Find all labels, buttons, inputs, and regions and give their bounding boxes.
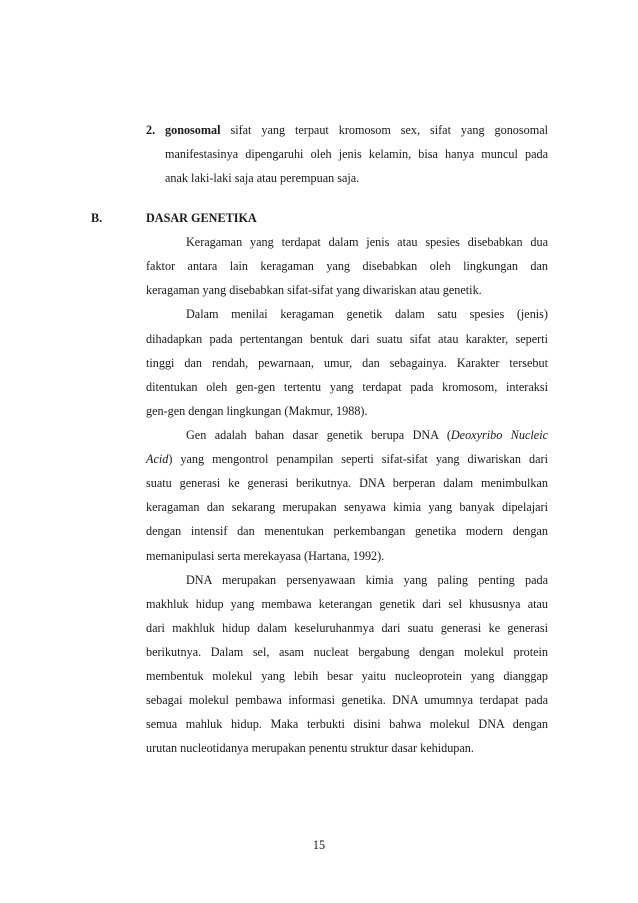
term-gonosomal: gonosomal [165, 123, 221, 137]
list-item-line: manifestasinya dipengaruhi oleh jenis kelamin, bisa hanya muncul pada [165, 147, 548, 161]
list-number: 2. [146, 123, 156, 137]
paragraph-line: dari makhluk hidup dalam keseluruhanmya dari suatu generasi ke generasi [146, 621, 548, 635]
paragraph-line: dihadapkan pada pertentangan bentuk dari suatu sifat atau karakter, seperti [146, 332, 548, 346]
list-item-line [165, 123, 548, 137]
paragraph-line: dengan intensif dan menentukan perkembangan genetika modern dengan [146, 524, 548, 538]
paragraph-line: DNA merupakan persenyawaan kimia yang paling penting pada [186, 573, 548, 587]
list-item-line: anak laki-laki saja atau perempuan saja. [165, 171, 360, 185]
italic-term: Deoxyribo Nucleic [450, 428, 548, 442]
paragraph-line: keragaman dan sekarang merupakan senyawa kimia yang banyak dipelajari [146, 500, 548, 514]
paragraph-line: urutan nucleotidanya merupakan penentu struktur dasar kehidupan. [146, 741, 474, 755]
paragraph-line: Keragaman yang terdapat dalam jenis atau spesies disebabkan dua [186, 235, 548, 249]
paragraph-line [146, 452, 548, 466]
page-number: 15 [312, 838, 326, 852]
paragraph-line: membentuk molekul yang lebih besar yaitu nucleoprotein yang dianggap [146, 669, 548, 683]
paragraph-line: Dalam menilai keragaman genetik dalam satu spesies (jenis) [186, 307, 548, 321]
paragraph-line: tinggi dan rendah, pewarnaan, umur, dan sebagainya. Karakter tersebut [146, 356, 548, 370]
paragraph-line: memanipulasi serta merekayasa (Hartana, 1992). [146, 549, 385, 563]
section-title: DASAR GENETIKA [146, 211, 257, 225]
paragraph-line: gen-gen dengan lingkungan (Makmur, 1988). [146, 404, 368, 418]
paragraph-line: sebagai molekul pembawa informasi genetika. DNA umumnya terdapat pada [146, 693, 548, 707]
paragraph-line: faktor antara lain keragaman yang disebabkan oleh lingkungan dan [146, 259, 548, 273]
paragraph-line: keragaman yang disebabkan sifat-sifat yang diwariskan atau genetik. [146, 283, 482, 297]
paragraph-line [186, 428, 548, 442]
section-letter: B. [91, 211, 103, 225]
paragraph-line: semua mahluk hidup. Maka terbukti disini bahwa molekul DNA dengan [146, 717, 548, 731]
list-item-text: sifat yang terpaut kromosom sex, sifat yang gonosomal [220, 123, 548, 137]
paragraph-line: ditentukan oleh gen-gen tertentu yang terdapat pada kromosom, interaksi [146, 380, 548, 394]
paragraph-line: suatu generasi ke generasi berikutnya. DNA berperan dalam menimbulkan [146, 476, 548, 490]
paragraph-line: makhluk hidup yang membawa keterangan genetik dari sel khususnya atau [146, 597, 548, 611]
italic-term: Acid [146, 452, 169, 466]
paragraph-text: Gen adalah bahan dasar genetik berupa DNA ( [186, 428, 451, 442]
paragraph-text: ) yang mengontrol penampilan seperti sifat-sifat yang diwariskan dari [168, 452, 548, 466]
paragraph-line: berikutnya. Dalam sel, asam nucleat bergabung dengan molekul protein [146, 645, 548, 659]
